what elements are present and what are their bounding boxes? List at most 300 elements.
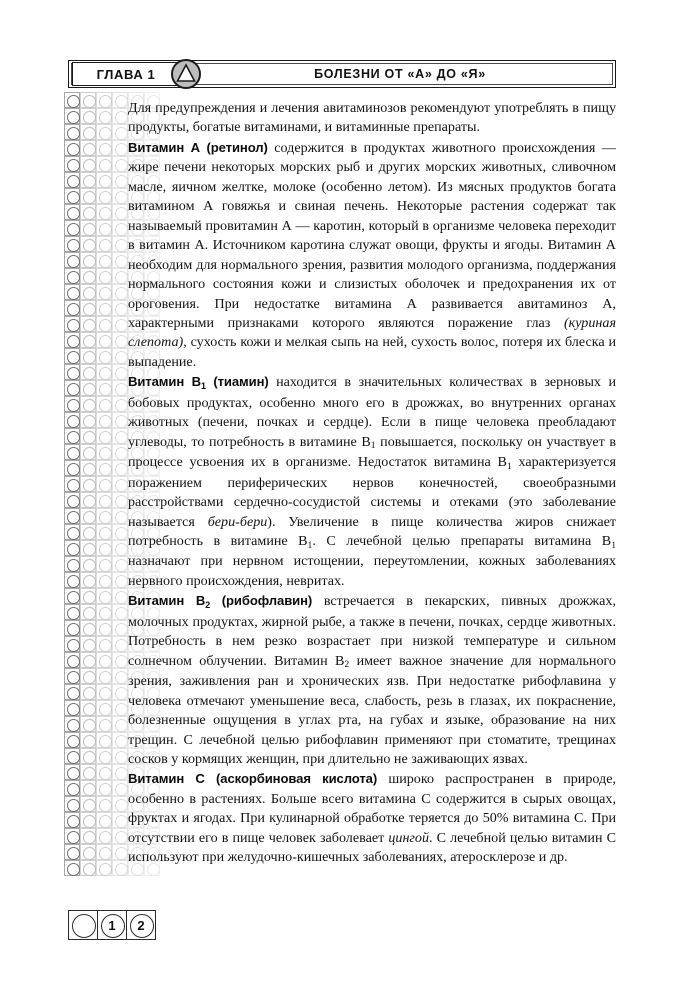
decorative-circle-cell [80, 316, 96, 332]
decorative-circle-cell [112, 444, 128, 460]
decorative-circle-cell [64, 300, 80, 316]
decorative-circle-cell [64, 588, 80, 604]
paragraph-vitamin-b1 [128, 372, 616, 591]
decorative-circle-icon [67, 191, 80, 204]
decorative-circle-icon [67, 671, 80, 684]
vitamin-b1-subscript-3: 1 [307, 539, 313, 551]
decorative-circle-icon [99, 511, 112, 524]
decorative-circle-icon [83, 159, 96, 172]
decorative-circle-cell [96, 108, 112, 124]
decorative-circle-cell [96, 524, 112, 540]
decorative-circle-cell [96, 652, 112, 668]
decorative-circle-icon [83, 111, 96, 124]
decorative-circle-cell [112, 524, 128, 540]
decorative-circle-cell [64, 828, 80, 844]
decorative-circle-cell [80, 364, 96, 380]
vitamin-b1-text-4: ). Увеличение в пище количества жиров снижает потребность в витамине В [128, 513, 616, 549]
decorative-circle-cell [112, 412, 128, 428]
decorative-circle-cell [96, 444, 112, 460]
decorative-circle-icon [99, 783, 112, 796]
decorative-circle-cell [112, 108, 128, 124]
decorative-circle-cell [64, 220, 80, 236]
decorative-circle-cell [112, 748, 128, 764]
decorative-circle-icon [67, 111, 80, 124]
decorative-circle-icon [99, 239, 112, 252]
vitamin-b1-heading-pre: Витамин В [128, 374, 201, 390]
decorative-circle-cell [96, 540, 112, 556]
decorative-circle-cell [96, 636, 112, 652]
decorative-circle-icon [115, 415, 128, 428]
decorative-circle-icon [115, 783, 128, 796]
decorative-circle-icon [99, 831, 112, 844]
decorative-circle-icon [115, 383, 128, 396]
decorative-circle-icon [67, 719, 80, 732]
decorative-circle-cell [96, 204, 112, 220]
decorative-circle-icon [99, 815, 112, 828]
decorative-circle-cell [64, 636, 80, 652]
chapter-box [72, 62, 180, 86]
decorative-circle-icon [67, 751, 80, 764]
decorative-circle-cell [64, 748, 80, 764]
decorative-circle-icon [115, 127, 128, 140]
vitamin-b1-subscript-1: 1 [370, 440, 376, 452]
decorative-circle-cell [80, 284, 96, 300]
decorative-circle-cell [112, 188, 128, 204]
decorative-circle-cell [112, 204, 128, 220]
vitamin-b1-text-2: повышается, поскольку он участвует в процессе усвоения их в организме. Недостаток витамина В [128, 433, 616, 471]
decorative-circle-icon [99, 591, 112, 604]
decorative-circle-icon [83, 335, 96, 348]
decorative-circle-cell [80, 668, 96, 684]
decorative-circle-cell [64, 316, 80, 332]
decorative-circle-cell [80, 652, 96, 668]
decorative-circle-cell [64, 396, 80, 412]
decorative-circle-icon [99, 847, 112, 860]
decorative-circle-cell [112, 332, 128, 348]
decorative-circle-cell [80, 844, 96, 860]
decorative-circle-cell [96, 124, 112, 140]
decorative-circle-icon [99, 751, 112, 764]
decorative-circle-cell [64, 684, 80, 700]
decorative-circle-cell [96, 364, 112, 380]
decorative-circle-icon [115, 687, 128, 700]
decorative-circle-cell [64, 620, 80, 636]
decorative-circle-cell [80, 604, 96, 620]
decorative-circle-icon [99, 463, 112, 476]
decorative-circle-icon [115, 735, 128, 748]
decorative-circle-icon [67, 127, 80, 140]
decorative-circle-icon [99, 527, 112, 540]
decorative-circle-cell [80, 236, 96, 252]
decorative-circle-icon [115, 767, 128, 780]
decorative-circle-icon [67, 639, 80, 652]
decorative-circle-icon [99, 623, 112, 636]
decorative-circle-icon [67, 575, 80, 588]
decorative-circle-icon [67, 655, 80, 668]
decorative-circle-icon [83, 511, 96, 524]
decorative-circle-cell [96, 796, 112, 812]
decorative-circle-cell [64, 284, 80, 300]
decorative-circle-icon [83, 671, 96, 684]
decorative-circle-cell [96, 140, 112, 156]
vitamin-c-text-1: широко распространен в природе, особенно в растениях. Больше всего витамина С содержится в сырых овощах, фруктах и ягодах. При кулинарной обработке теряется до 50% витамина С. При отсутствии его в пище человек заболевает [128, 771, 616, 846]
decorative-circle-icon [83, 687, 96, 700]
vitamin-b2-heading-post: (рибофлавин) [210, 593, 313, 609]
decorative-circle-icon [83, 95, 96, 108]
decorative-circle-cell [80, 204, 96, 220]
decorative-circle-cell [64, 652, 80, 668]
decorative-circle-cell [64, 812, 80, 828]
decorative-circle-icon [99, 479, 112, 492]
decorative-circle-cell [64, 204, 80, 220]
running-header-title-text: БОЛЕЗНИ ОТ «А» ДО «Я» [314, 67, 486, 81]
decorative-circle-cell [112, 764, 128, 780]
vitamin-a-text-2: , сухость кожи и мелкая сыпь на ней, сухость волос, потеря их блеска и выпадение. [128, 334, 616, 370]
decorative-circle-cell [64, 844, 80, 860]
vitamin-b1-heading-subscript: 1 [201, 380, 206, 391]
decorative-circle-icon [83, 863, 96, 876]
decorative-circle-icon [115, 399, 128, 412]
decorative-circle-cell [64, 492, 80, 508]
decorative-circle-cell [64, 124, 80, 140]
decorative-circle-icon [67, 831, 80, 844]
decorative-circle-icon [83, 383, 96, 396]
decorative-circle-cell [80, 92, 96, 108]
decorative-circle-icon [115, 831, 128, 844]
decorative-circle-cell [80, 636, 96, 652]
decorative-circle-icon [115, 95, 128, 108]
decorative-circle-icon [83, 303, 96, 316]
decorative-circle-cell [64, 572, 80, 588]
decorative-circle-icon [83, 495, 96, 508]
decorative-circle-cell [64, 108, 80, 124]
decorative-circle-icon [115, 335, 128, 348]
decorative-circle-icon [83, 591, 96, 604]
decorative-circle-cell [64, 716, 80, 732]
decorative-circle-cell [80, 764, 96, 780]
vitamin-b1-italic-term: бери-бери [207, 513, 268, 530]
decorative-circle-icon [83, 559, 96, 572]
vitamin-b1-text-5: . С лечебной целью препараты витамина В [312, 532, 612, 549]
decorative-circle-cell [96, 556, 112, 572]
decorative-circle-cell [112, 300, 128, 316]
decorative-circle-icon [99, 175, 112, 188]
decorative-circle-cell [96, 748, 112, 764]
decorative-circle-icon [99, 223, 112, 236]
decorative-circle-icon [99, 335, 112, 348]
decorative-circle-icon [99, 287, 112, 300]
decorative-circle-cell [64, 428, 80, 444]
decorative-circle-icon [67, 399, 80, 412]
decorative-circle-cell [64, 444, 80, 460]
decorative-circle-icon [99, 799, 112, 812]
decorative-circle-icon [99, 111, 112, 124]
decorative-circle-icon [115, 639, 128, 652]
decorative-circle-cell [112, 716, 128, 732]
vitamin-c-heading: Витамин С (аскорбиновая кислота) [128, 771, 378, 787]
decorative-circle-cell [112, 428, 128, 444]
decorative-circle-cell [64, 700, 80, 716]
decorative-circle-icon [99, 383, 112, 396]
vitamin-a-text-1: содержится в продуктах животного происхождения — жире печени некоторых морских рыб и других морских животных, сливочном масле, яичном желтке, молоке (особенно летом). Из мясных продуктов богата витамином А говяжья и свиная печень. Некоторые растения содержат так называемый провитамин А — каротин, который в организме человека переходит в витамин А. Источником каротина служат овощи, фрукты и ягоды. Витамин А необходим для нормального зрения, развития молодого организма, поддержания нормального состояния кожи и слизистых оболочек и предохранения их от ороговения. При недостатке витамина А развивается авитаминоз А, характерными признаками которого являются поражение глаз [128, 139, 616, 331]
decorative-circle-cell [112, 860, 128, 876]
decorative-circle-icon [67, 767, 80, 780]
decorative-circle-cell [64, 364, 80, 380]
decorative-circle-icon [115, 703, 128, 716]
decorative-circle-icon [83, 719, 96, 732]
decorative-circle-cell [112, 476, 128, 492]
decorative-circle-icon [115, 815, 128, 828]
decorative-circle-icon [67, 431, 80, 444]
decorative-circle-cell [64, 140, 80, 156]
decorative-circle-icon [115, 255, 128, 268]
decorative-circle-cell [64, 460, 80, 476]
decorative-circle-cell [64, 508, 80, 524]
decorative-circle-cell [112, 780, 128, 796]
decorative-circle-cell [64, 348, 80, 364]
decorative-circle-icon [115, 175, 128, 188]
decorative-circle-icon [115, 799, 128, 812]
decorative-circle-icon [67, 447, 80, 460]
decorative-circle-cell [96, 732, 112, 748]
vitamin-b1-text-6: назначают при нервном истощении, переутомлении, кожных заболеваниях нервного происхождения, невритах. [128, 553, 616, 589]
decorative-circle-icon [67, 207, 80, 220]
decorative-circle-cell [80, 732, 96, 748]
decorative-circle-icon [83, 655, 96, 668]
decorative-circle-icon [83, 175, 96, 188]
decorative-circle-cell [112, 236, 128, 252]
decorative-circle-icon [67, 159, 80, 172]
decorative-circle-icon [83, 575, 96, 588]
decorative-circle-icon [83, 623, 96, 636]
decorative-circle-icon [99, 351, 112, 364]
decorative-circle-icon [83, 191, 96, 204]
vitamin-b2-subscript-1: 2 [344, 659, 350, 671]
decorative-circle-icon [115, 287, 128, 300]
decorative-circle-icon [83, 847, 96, 860]
decorative-circle-cell [96, 844, 112, 860]
decorative-circle-cell [96, 508, 112, 524]
decorative-circle-cell [64, 668, 80, 684]
folio-cell-one [97, 910, 127, 940]
decorative-circle-icon [99, 319, 112, 332]
decorative-circle-icon [83, 271, 96, 284]
decorative-circle-cell [112, 124, 128, 140]
decorative-circle-cell [64, 604, 80, 620]
decorative-circle-cell [80, 860, 96, 876]
decorative-circle-icon [67, 591, 80, 604]
decorative-circle-cell [64, 764, 80, 780]
decorative-circle-cell [96, 684, 112, 700]
decorative-circle-cell [64, 412, 80, 428]
decorative-circle-cell [96, 412, 112, 428]
decorative-circle-icon [99, 703, 112, 716]
decorative-circle-icon [83, 223, 96, 236]
decorative-circle-cell [64, 172, 80, 188]
decorative-circle-cell [96, 268, 112, 284]
decorative-circle-cell [80, 684, 96, 700]
decorative-circle-icon [83, 143, 96, 156]
decorative-circle-icon [67, 815, 80, 828]
decorative-circle-cell [112, 572, 128, 588]
decorative-circle-cell [96, 300, 112, 316]
decorative-circle-cell [96, 828, 112, 844]
vitamin-c-text-2: . С лечебной целью витамин С используют при желудочно-кишечных заболеваниях, атеросклерозе и др. [128, 829, 616, 866]
decorative-circle-icon [115, 863, 128, 876]
vitamin-b2-heading-subscript: 2 [205, 599, 211, 610]
decorative-circle-icon [67, 703, 80, 716]
decorative-circle-cell [80, 348, 96, 364]
decorative-circle-cell [112, 604, 128, 620]
decorative-circle-icon [99, 719, 112, 732]
vitamin-b1-heading [128, 374, 269, 389]
paragraph-intro-text: Для предупреждения и лечения авитаминозов рекомендуют употреблять в пищу продукты, богатые витаминами, и витаминные препараты. [128, 100, 616, 136]
decorative-circle-icon [115, 847, 128, 860]
vitamin-b2-text-2: имеет важное значение для нормального зрения, заживления ран и хронических язв. При недостатке рибофлавина у человека отмечают уменьшение веса, слабость, резь в глазах, их покраснение, болезненные ощущения в углах рта, на губах и языке, образование на них трещин. С лечебной целью рибофлавин применяют при стоматите, трещинах сосков у кормящих женщин, при длительно не заживающих язвах. [128, 652, 616, 767]
decorative-circle-icon [83, 239, 96, 252]
decorative-circle-icon [99, 255, 112, 268]
decorative-circle-icon [83, 415, 96, 428]
decorative-circle-cell [112, 700, 128, 716]
decorative-circle-cell [64, 188, 80, 204]
decorative-circle-cell [80, 156, 96, 172]
decorative-circle-icon [67, 511, 80, 524]
decorative-circle-cell [112, 684, 128, 700]
decorative-circle-icon [115, 559, 128, 572]
decorative-circle-cell [80, 476, 96, 492]
vitamin-a-heading: Витамин А (ретинол) [128, 139, 268, 155]
decorative-circle-cell [80, 332, 96, 348]
decorative-circle-icon [67, 543, 80, 556]
decorative-circle-icon [99, 559, 112, 572]
decorative-circle-icon [115, 671, 128, 684]
decorative-circle-icon [115, 367, 128, 380]
decorative-circle-icon [99, 399, 112, 412]
decorative-circle-cell [80, 700, 96, 716]
decorative-circle-icon [115, 271, 128, 284]
decorative-circle-cell [112, 812, 128, 828]
decorative-circle-cell [112, 588, 128, 604]
decorative-circle-icon [83, 287, 96, 300]
decorative-circle-cell [96, 220, 112, 236]
decorative-circle-icon [115, 623, 128, 636]
folio-digit-two: 2 [137, 917, 145, 933]
decorative-circle-icon [99, 655, 112, 668]
decorative-circle-icon [115, 447, 128, 460]
decorative-circle-icon [83, 831, 96, 844]
decorative-circle-icon [67, 143, 80, 156]
decorative-circle-icon [99, 767, 112, 780]
decorative-circle-cell [64, 156, 80, 172]
paragraph-vitamin-b2 [128, 591, 616, 769]
vitamin-a-italic-term: (куриная слепота) [128, 314, 616, 351]
decorative-circle-icon [99, 607, 112, 620]
decorative-circle-cell [96, 92, 112, 108]
decorative-circle-icon [99, 687, 112, 700]
decorative-circle-cell [96, 172, 112, 188]
decorative-circle-icon [83, 207, 96, 220]
decorative-circle-cell [112, 220, 128, 236]
decorative-circle-cell [112, 732, 128, 748]
decorative-circle-icon [83, 527, 96, 540]
decorative-circle-cell [80, 412, 96, 428]
chapter-label: ГЛАВА 1 [96, 66, 156, 82]
decorative-circle-cell [112, 796, 128, 812]
decorative-circle-cell [80, 572, 96, 588]
decorative-circle-icon [99, 415, 112, 428]
decorative-circle-icon [115, 655, 128, 668]
decorative-circle-cell [80, 748, 96, 764]
decorative-circle-icon [115, 351, 128, 364]
paragraph-vitamin-c [128, 769, 616, 867]
decorative-circle-icon [83, 799, 96, 812]
decorative-circle-icon [99, 575, 112, 588]
decorative-circle-icon [115, 303, 128, 316]
decorative-circle-cell [96, 156, 112, 172]
vitamin-b1-subscript-2: 1 [506, 460, 512, 472]
decorative-circle-icon [99, 191, 112, 204]
folio-cell-blank [68, 910, 98, 940]
decorative-circle-cell [112, 460, 128, 476]
decorative-circle-icon [115, 527, 128, 540]
decorative-circle-cell [64, 524, 80, 540]
decorative-circle-icon [83, 127, 96, 140]
decorative-circle-cell [80, 268, 96, 284]
decorative-circle-cell [80, 588, 96, 604]
decorative-circle-icon [67, 495, 80, 508]
decorative-circle-icon [115, 575, 128, 588]
decorative-circle-icon [83, 703, 96, 716]
decorative-circle-icon [99, 863, 112, 876]
decorative-circle-icon [83, 463, 96, 476]
decorative-circle-icon [67, 255, 80, 268]
decorative-circle-cell [64, 252, 80, 268]
decorative-circle-cell [64, 236, 80, 252]
decorative-circle-cell [96, 492, 112, 508]
decorative-circle-icon [99, 159, 112, 172]
decorative-circle-cell [80, 716, 96, 732]
decorative-circle-cell [64, 332, 80, 348]
vitamin-c-italic-term: цингой [388, 829, 430, 846]
folio-circle-icon [72, 914, 96, 938]
decorative-circle-icon [83, 399, 96, 412]
decorative-circle-icon [83, 815, 96, 828]
decorative-circle-cell [112, 172, 128, 188]
decorative-circle-cell [96, 316, 112, 332]
decorative-circle-cell [80, 812, 96, 828]
decorative-circle-icon [67, 847, 80, 860]
decorative-circle-icon [115, 111, 128, 124]
paragraph-vitamin-a [128, 138, 616, 372]
decorative-circle-icon [67, 287, 80, 300]
decorative-circle-icon [115, 479, 128, 492]
vitamin-b1-heading-post: (тиамин) [205, 374, 269, 390]
decorative-circle-icon [67, 527, 80, 540]
decorative-circle-cell [112, 620, 128, 636]
decorative-circle-icon [115, 319, 128, 332]
decorative-circle-cell [64, 92, 80, 108]
decorative-circle-icon [67, 559, 80, 572]
decorative-circle-cell [80, 396, 96, 412]
decorative-circle-cell [96, 812, 112, 828]
vitamin-b1-text-3: характеризуется поражением периферических нервов конечностей, своеобразными расстройствами сердечно-сосудистой системы и отеками (это заболевание называется [128, 454, 616, 530]
decorative-circle-icon [99, 447, 112, 460]
triangle-in-circle-icon [170, 58, 202, 90]
decorative-circle-cell [80, 508, 96, 524]
decorative-circle-icon [115, 591, 128, 604]
decorative-circle-icon [115, 431, 128, 444]
decorative-circle-cell [96, 252, 112, 268]
